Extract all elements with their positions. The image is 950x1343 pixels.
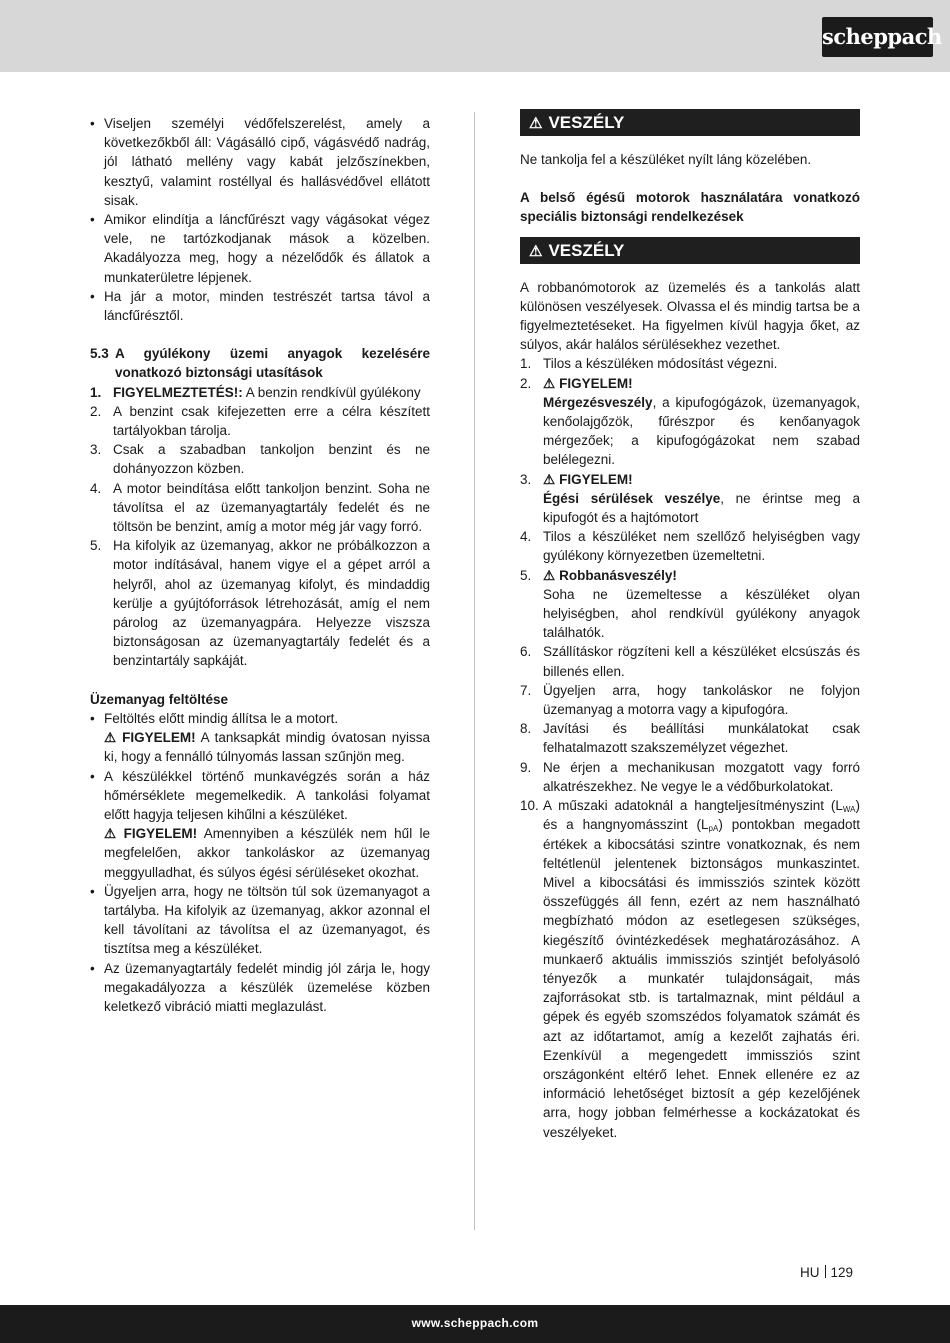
- list-item: • Viseljen személyi védőfelszerelést, amely a következőkből áll: Vágásálló cipő, vágásvédő nadrág, jól látható mellény vagy kabát jelzőszínekben, kesztyű, valamint rostéllyal és hallásvédővel ellátott sisak.: [90, 114, 430, 210]
- warning-triangle-icon: ⚠: [543, 375, 556, 391]
- danger-banner: ⚠ VESZÉLY: [520, 109, 860, 136]
- list-item: 5. ⚠ Robbanásveszély! Soha ne üzemeltesse a készüléket olyan helyiségben, ahol rendkívül gyúlékony anyagok találhatók.: [520, 567, 860, 641]
- warning-note: ⚠ FIGYELEM! A tanksapkát mindig óvatosan nyissa ki, hogy a fennálló túlnyomás lassan szűnjön meg.: [104, 730, 430, 765]
- warning-triangle-icon: ⚠: [529, 115, 543, 132]
- list-item: 6. Szállításkor rögzíteni kell a készüléket elcsúszás és billenés ellen.: [520, 644, 860, 679]
- list-item: 3. ⚠ FIGYELEM! Égési sérülések veszélye, ne érintse meg a kipufogót és a hajtómotort: [520, 471, 861, 526]
- left-column: [90, 114, 430, 1016]
- list-item: • Az üzemanyagtartály fedelét mindig jól zárja le, hogy megakadályozza a készülék üzemelése közben keletkező vibráció miatti meglazulást.: [90, 959, 430, 1017]
- list-item: 10. A műszaki adatoknál a hangteljesítményszint $(L_{WA})$ és a hangnyomásszint $(L_{pA})$ pontokban megadott értékek a kibocsátási szintre vonatkoznak, és nem feltétlenül jelentenek biztonságos munkaszintet. Mivel a kibocsátási és immissziós szintek között összefüggés áll fenn, ezért az nem használható megbízható módon az esetlegesen szükséges, kiegészítő óvintézkedések meghatározásához. A munkaerő aktuális immissziós szintjét befolyásoló tényezők a munkatér tulajdonságait, más zajforrásokat stb. is tartalmaznak, mint például a gépek és egyéb szomszédos folyamatok számát és azt az időtartamot, amíg a kezelőt zajhatás éri. Ezenkívül a megengedett immissziós szint országonként eltérő lehet. Ennek ellenére ez az információ lehetőséget biztosít a gép kezelőjének arra, hogy jobban felmérhesse a kockázatokat és veszélyeket.: [520, 798, 860, 1140]
- list-item: 8. Javítási és beállítási munkálatokat csak felhatalmazott szakszemélyzet végezhet.: [520, 721, 860, 756]
- warning-triangle-icon: ⚠: [543, 471, 556, 487]
- language-code: HU: [800, 1265, 820, 1280]
- danger-banner: ⚠ VESZÉLY: [520, 237, 860, 264]
- list-item: • Feltöltés előtt mindig állítsa le a motort.: [90, 709, 430, 728]
- list-item: 3. Csak a szabadban tankoljon benzint és ne dohányozzon közben.: [90, 442, 430, 477]
- list-item: 2. ⚠ FIGYELEM! Mérgezésveszély, a kipufogógázok, üzemanyagok, kenőolajgőzök, fűrészpor és kenőanyagok mérgezőek; a kipufogógázokat nem szabad belélegezni.: [520, 375, 860, 468]
- list-item: 1. Tilos a készüléken módosítást végezni.: [520, 356, 778, 372]
- danger-intro: A robbanómotorok az üzemelés és a tankolás alatt különösen veszélyesek. Olvassa el és mindig tartsa be a figyelmeztetéseket. Ha figyelmen kívül hagyja őket, az súlyos, akár halálos sérülésekhez vezethet.: [520, 279, 860, 353]
- website-link[interactable]: www.scheppach.com: [411, 1316, 539, 1330]
- section-number: 5.3: [90, 346, 109, 362]
- fuel-section-title: Üzemanyag feltöltése: [90, 691, 229, 707]
- footer-bar: [0, 1305, 950, 1343]
- subsection-title: A belső égésű motorok használatára vonatkozó speciális biztonsági rendelkezések: [520, 190, 860, 225]
- section-title: A gyúlékony üzemi anyagok kezelésére vonatkozó biztonsági utasítások: [115, 346, 430, 381]
- list-item: • Ügyeljen arra, hogy ne töltsön túl sok üzemanyagot a tartályba. Ha kifolyik az üzemanyag, akkor azonnal el kell távolítani az távolítsa el az üzemanyagot, és tisztítsa meg a készüléket.: [90, 882, 430, 959]
- list-item: 4. A motor beindítása előtt tankoljon benzint. Soha ne távolítsa el az üzemanyagtartály fedelét és ne töltsön be benzint, amíg a motor még jár vagy forró.: [90, 480, 430, 535]
- list-item: • Amikor elindítja a láncfűrészt vagy vágásokat végez vele, ne tartózkodjanak mások a közelben. Akadályozza meg, hogy a nézelődők és állatok a munkaterületre lépjenek.: [90, 210, 430, 287]
- section-heading: [90, 344, 430, 382]
- warning-triangle-icon: ⚠: [104, 730, 119, 746]
- page-num: 129: [830, 1265, 854, 1280]
- page-number: [800, 1265, 853, 1280]
- list-item: 9. Ne érjen a mechanikusan mozgatott vagy forró alkatrészekhez. Ne vegye le a védőburkolatokat.: [520, 759, 860, 794]
- list-item: 7. Ügyeljen arra, hogy tankoláskor ne folyjon üzemanyag a motorra vagy a kipufogóra.: [520, 682, 860, 718]
- list-item: 4. Tilos a készüléket nem szellőző helyiségben vagy gyúlékony környezetben üzemeltetni.: [520, 529, 860, 564]
- warning-text: A benzin rendkívül gyúlékony: [245, 384, 421, 400]
- warning-triangle-icon: ⚠: [543, 567, 556, 583]
- warning-triangle-icon: ⚠: [529, 242, 543, 260]
- column-divider: [474, 112, 475, 1230]
- right-column: [520, 109, 860, 1142]
- list-item: 1. FIGYELMEZTETÉS!: A benzin rendkívül gyúlékony: [90, 384, 421, 400]
- warning-triangle-icon: ⚠: [104, 826, 120, 842]
- danger-text: Ne tankolja fel a készüléket nyílt láng közelében.: [520, 152, 812, 167]
- list-item: 2. A benzint csak kifejezetten erre a célra készített tartályokban tárolja.: [90, 403, 430, 439]
- warning-label: FIGYELMEZTETÉS!:: [113, 384, 243, 400]
- list-item: • A készülékkel történő munkavégzés során a ház hőmérséklete megemelkedik. A tankolási folyamat előtt hagyja teljesen kihűlni a készüléket.: [90, 767, 430, 825]
- list-item: • Ha jár a motor, minden testrészét tartsa távol a láncfűrésztől.: [90, 287, 430, 325]
- scheppach-logo: scheppach: [822, 17, 933, 57]
- top-header-bar: [0, 0, 950, 72]
- list-item: 5. Ha kifolyik az üzemanyag, akkor ne próbálkozzon a motor indításával, hanem vigye el a gépet arról a helyről, ahol az üzemanyag kifolyt, és mindaddig kerülje a gyújtóforrások létrehozását, amíg el nem párolog az üzemanyagpára. Helyezze viszsza biztonságosan az üzemanyagtartály fedelét és a benzintartály sapkáját.: [90, 538, 430, 669]
- warning-note: ⚠ FIGYELEM! Amennyiben a készülék nem hűl le megfelelően, akkor tankoláskor az üzemanyag meggyulladhat, és súlyos égési sérüléseket okozhat.: [104, 826, 430, 880]
